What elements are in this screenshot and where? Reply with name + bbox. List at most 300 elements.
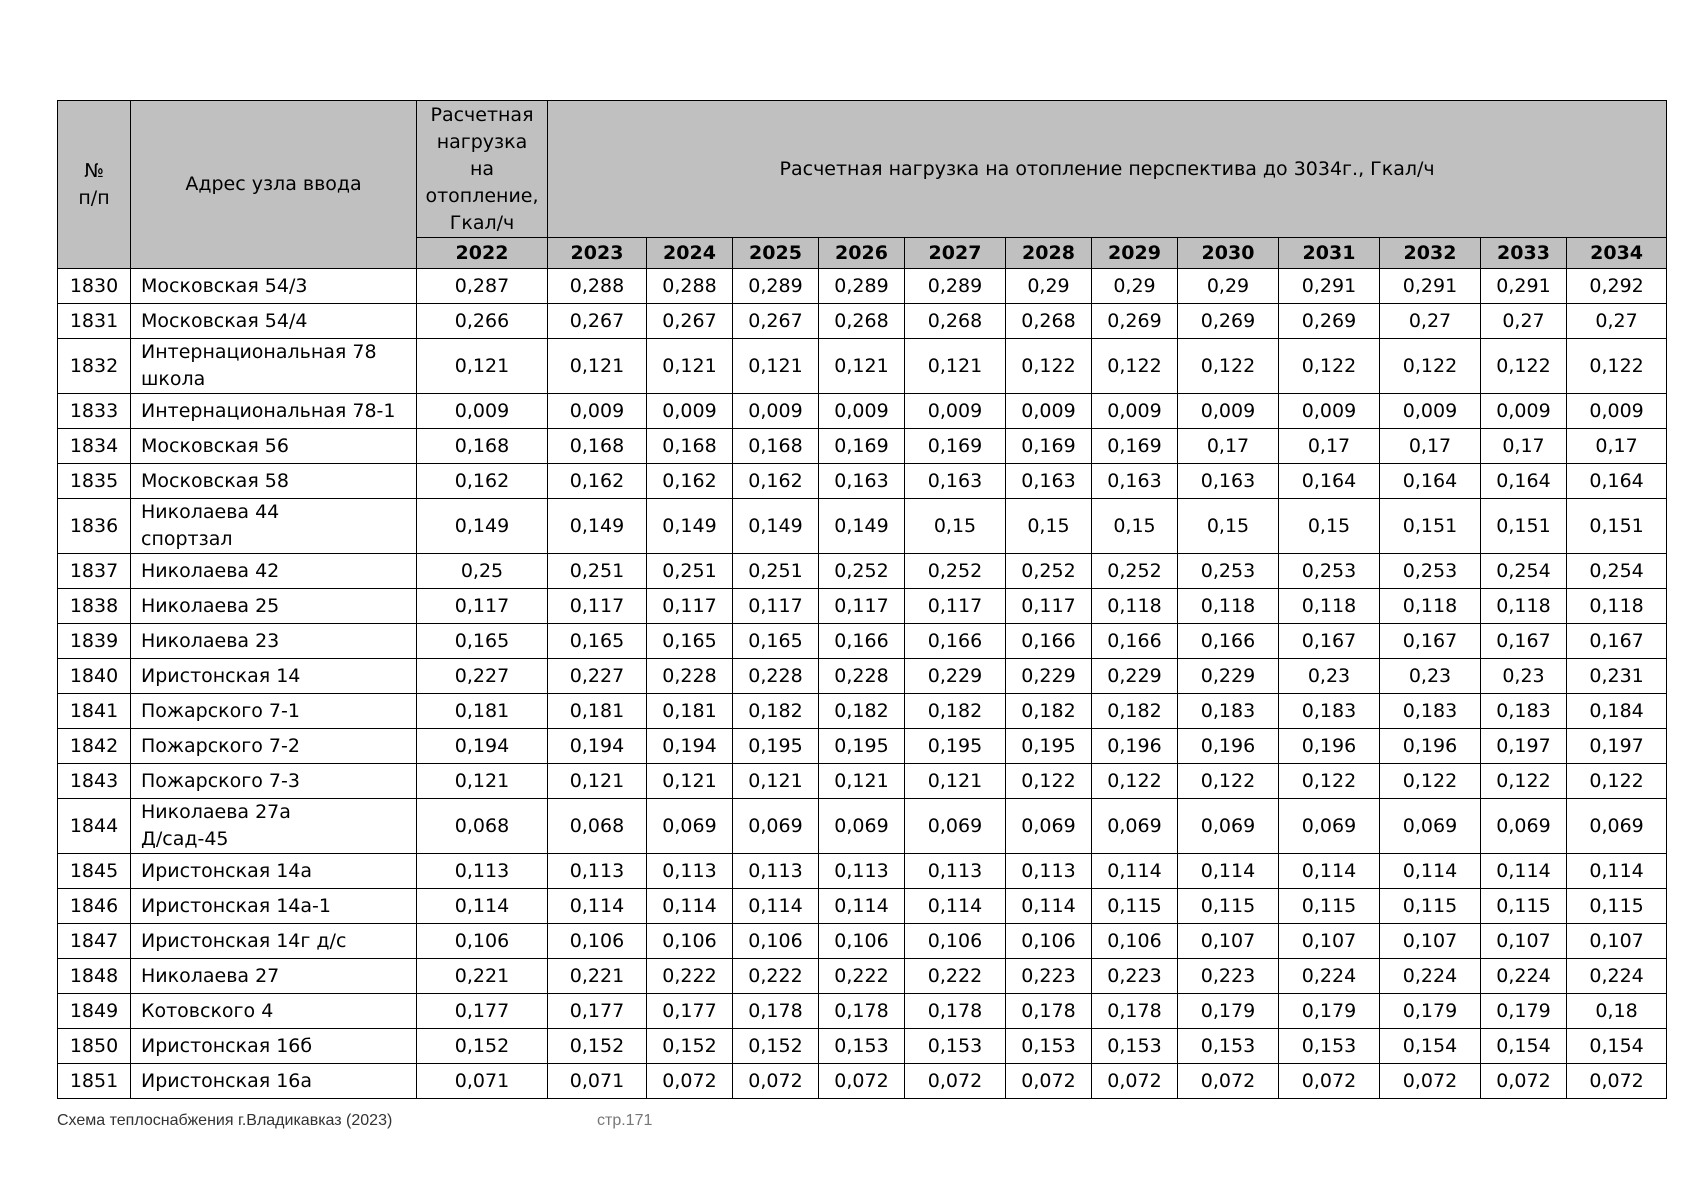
load-value-cell: 0,18 [1567, 994, 1667, 1029]
load-value-cell: 0,106 [417, 924, 548, 959]
row-number: 1830 [58, 269, 131, 304]
load-value-cell: 0,069 [1380, 799, 1481, 854]
load-value-cell: 0,114 [1567, 854, 1667, 889]
load-value-cell: 0,164 [1279, 464, 1380, 499]
load-value-cell: 0,113 [548, 854, 647, 889]
load-value-cell: 0,194 [548, 729, 647, 764]
load-value-cell: 0,197 [1481, 729, 1567, 764]
load-value-cell: 0,117 [905, 589, 1006, 624]
load-value-cell: 0,122 [1279, 339, 1380, 394]
year-header: 2024 [647, 238, 733, 269]
load-value-cell: 0,163 [1178, 464, 1279, 499]
load-value-cell: 0,114 [733, 889, 819, 924]
load-value-cell: 0,153 [1092, 1029, 1178, 1064]
load-value-cell: 0,114 [819, 889, 905, 924]
load-value-cell: 0,253 [1178, 554, 1279, 589]
load-value-cell: 0,195 [819, 729, 905, 764]
load-value-cell: 0,151 [1481, 499, 1567, 554]
load-value-cell: 0,196 [1279, 729, 1380, 764]
load-value-cell: 0,115 [1481, 889, 1567, 924]
load-value-cell: 0,165 [647, 624, 733, 659]
load-value-cell: 0,164 [1567, 464, 1667, 499]
table-row [58, 994, 1667, 1029]
load-value-cell: 0,183 [1279, 694, 1380, 729]
load-value-cell: 0,069 [647, 799, 733, 854]
load-value-cell: 0,17 [1481, 429, 1567, 464]
load-value-cell: 0,121 [417, 764, 548, 799]
row-address: Котовского 4 [131, 994, 417, 1029]
load-value-cell: 0,153 [1006, 1029, 1092, 1064]
load-value-cell: 0,222 [819, 959, 905, 994]
load-value-cell: 0,114 [647, 889, 733, 924]
row-number: 1846 [58, 889, 131, 924]
load-value-cell: 0,251 [548, 554, 647, 589]
load-value-cell: 0,009 [417, 394, 548, 429]
row-address: Интернациональная 78-1 [131, 394, 417, 429]
load-value-cell: 0,121 [548, 339, 647, 394]
load-value-cell: 0,165 [733, 624, 819, 659]
row-number: 1832 [58, 339, 131, 394]
row-number: 1836 [58, 499, 131, 554]
load-value-cell: 0,072 [1567, 1064, 1667, 1099]
load-value-cell: 0,15 [1178, 499, 1279, 554]
load-value-cell: 0,228 [647, 659, 733, 694]
table-row [58, 269, 1667, 304]
table-body [58, 269, 1667, 1099]
row-address: Московская 54/4 [131, 304, 417, 339]
load-value-cell: 0,194 [417, 729, 548, 764]
year-header: 2025 [733, 238, 819, 269]
row-address: Николаева 23 [131, 624, 417, 659]
load-value-cell: 0,17 [1279, 429, 1380, 464]
load-value-cell: 0,114 [1006, 889, 1092, 924]
row-number: 1848 [58, 959, 131, 994]
load-value-cell: 0,168 [417, 429, 548, 464]
load-value-cell: 0,15 [1279, 499, 1380, 554]
load-value-cell: 0,152 [417, 1029, 548, 1064]
load-value-cell: 0,154 [1380, 1029, 1481, 1064]
load-value-cell: 0,153 [1178, 1029, 1279, 1064]
load-value-cell: 0,253 [1380, 554, 1481, 589]
load-value-cell: 0,178 [1092, 994, 1178, 1029]
year-header: 2027 [905, 238, 1006, 269]
row-address: Николаева 27 [131, 959, 417, 994]
table-row [58, 959, 1667, 994]
load-value-cell: 0,182 [819, 694, 905, 729]
load-value-cell: 0,224 [1481, 959, 1567, 994]
load-value-cell: 0,291 [1380, 269, 1481, 304]
load-value-cell: 0,121 [647, 339, 733, 394]
load-value-cell: 0,228 [733, 659, 819, 694]
load-value-cell: 0,162 [548, 464, 647, 499]
load-value-cell: 0,154 [1567, 1029, 1667, 1064]
row-address: Николаева 25 [131, 589, 417, 624]
load-value-cell: 0,289 [819, 269, 905, 304]
load-value-cell: 0,069 [1567, 799, 1667, 854]
load-value-cell: 0,118 [1092, 589, 1178, 624]
load-value-cell: 0,069 [1006, 799, 1092, 854]
load-value-cell: 0,122 [1481, 339, 1567, 394]
load-value-cell: 0,107 [1279, 924, 1380, 959]
load-value-cell: 0,169 [905, 429, 1006, 464]
row-address: Иристонская 14а-1 [131, 889, 417, 924]
load-value-cell: 0,27 [1481, 304, 1567, 339]
col-header-address-text: Адрес узла ввода [185, 173, 362, 195]
row-address: Московская 54/3 [131, 269, 417, 304]
load-value-cell: 0,17 [1178, 429, 1279, 464]
row-number: 1833 [58, 394, 131, 429]
load-value-cell: 0,269 [1092, 304, 1178, 339]
load-value-cell: 0,254 [1567, 554, 1667, 589]
table-row [58, 659, 1667, 694]
load-value-cell: 0,072 [905, 1064, 1006, 1099]
load-value-cell: 0,072 [1178, 1064, 1279, 1099]
load-value-cell: 0,179 [1178, 994, 1279, 1029]
row-number: 1834 [58, 429, 131, 464]
load-value-cell: 0,114 [1380, 854, 1481, 889]
load-value-cell: 0,179 [1279, 994, 1380, 1029]
load-value-cell: 0,195 [733, 729, 819, 764]
table-row [58, 924, 1667, 959]
load-value-cell: 0,068 [417, 799, 548, 854]
footer-page-number: стр.171 [597, 1112, 653, 1129]
row-number: 1850 [58, 1029, 131, 1064]
load-value-cell: 0,009 [548, 394, 647, 429]
load-value-cell: 0,072 [1092, 1064, 1178, 1099]
load-value-cell: 0,224 [1279, 959, 1380, 994]
load-value-cell: 0,114 [1092, 854, 1178, 889]
load-value-cell: 0,167 [1481, 624, 1567, 659]
year-header: 2022 [417, 238, 548, 269]
load-value-cell: 0,195 [905, 729, 1006, 764]
load-value-cell: 0,122 [1006, 764, 1092, 799]
row-number: 1840 [58, 659, 131, 694]
load-value-cell: 0,196 [1178, 729, 1279, 764]
load-value-cell: 0,113 [905, 854, 1006, 889]
load-value-cell: 0,122 [1092, 764, 1178, 799]
load-value-cell: 0,179 [1481, 994, 1567, 1029]
load-value-cell: 0,115 [1092, 889, 1178, 924]
load-value-cell: 0,122 [1006, 339, 1092, 394]
load-value-cell: 0,29 [1178, 269, 1279, 304]
year-header: 2028 [1006, 238, 1092, 269]
load-value-cell: 0,252 [905, 554, 1006, 589]
load-value-cell: 0,197 [1567, 729, 1667, 764]
load-value-cell: 0,27 [1567, 304, 1667, 339]
load-value-cell: 0,107 [1567, 924, 1667, 959]
col-header-forecast-text: Расчетная нагрузка на отопление перспектива до 3034г., Гкал/ч [779, 157, 1435, 180]
load-value-cell: 0,15 [1092, 499, 1178, 554]
load-value-cell: 0,269 [1279, 304, 1380, 339]
load-value-cell: 0,166 [1006, 624, 1092, 659]
load-value-cell: 0,224 [1380, 959, 1481, 994]
load-value-cell: 0,17 [1380, 429, 1481, 464]
load-value-cell: 0,118 [1380, 589, 1481, 624]
load-value-cell: 0,253 [1279, 554, 1380, 589]
load-value-cell: 0,251 [733, 554, 819, 589]
col-header-base-load-text: Расчетная нагрузка на отопление, Гкал/ч [425, 103, 539, 234]
load-value-cell: 0,151 [1380, 499, 1481, 554]
row-address: Иристонская 14а [131, 854, 417, 889]
load-value-cell: 0,196 [1380, 729, 1481, 764]
load-value-cell: 0,164 [1380, 464, 1481, 499]
load-value-cell: 0,178 [1006, 994, 1092, 1029]
load-value-cell: 0,229 [1006, 659, 1092, 694]
row-address: Пожарского 7-3 [131, 764, 417, 799]
load-value-cell: 0,071 [548, 1064, 647, 1099]
load-value-cell: 0,107 [1380, 924, 1481, 959]
load-value-cell: 0,122 [1380, 339, 1481, 394]
load-value-cell: 0,177 [417, 994, 548, 1029]
load-value-cell: 0,072 [1380, 1064, 1481, 1099]
table-row [58, 799, 1667, 854]
table-row [58, 1064, 1667, 1099]
load-value-cell: 0,179 [1380, 994, 1481, 1029]
load-value-cell: 0,106 [1092, 924, 1178, 959]
row-number: 1851 [58, 1064, 131, 1099]
load-value-cell: 0,288 [647, 269, 733, 304]
load-value-cell: 0,224 [1567, 959, 1667, 994]
load-value-cell: 0,223 [1178, 959, 1279, 994]
load-value-cell: 0,122 [1380, 764, 1481, 799]
row-address: Пожарского 7-1 [131, 694, 417, 729]
load-value-cell: 0,069 [819, 799, 905, 854]
table-row [58, 394, 1667, 429]
load-value-cell: 0,122 [1481, 764, 1567, 799]
row-number: 1849 [58, 994, 131, 1029]
load-value-cell: 0,178 [905, 994, 1006, 1029]
load-value-cell: 0,231 [1567, 659, 1667, 694]
load-value-cell: 0,23 [1279, 659, 1380, 694]
load-value-cell: 0,269 [1178, 304, 1279, 339]
load-value-cell: 0,221 [417, 959, 548, 994]
table-row [58, 729, 1667, 764]
load-value-cell: 0,009 [1380, 394, 1481, 429]
load-value-cell: 0,163 [1006, 464, 1092, 499]
load-value-cell: 0,009 [905, 394, 1006, 429]
load-value-cell: 0,117 [417, 589, 548, 624]
load-value-cell: 0,168 [647, 429, 733, 464]
row-address: Иристонская 14г д/с [131, 924, 417, 959]
load-value-cell: 0,221 [548, 959, 647, 994]
load-value-cell: 0,009 [1092, 394, 1178, 429]
load-value-cell: 0,118 [1481, 589, 1567, 624]
load-value-cell: 0,072 [819, 1064, 905, 1099]
row-address: Московская 58 [131, 464, 417, 499]
table-row [58, 304, 1667, 339]
table-row [58, 464, 1667, 499]
year-header: 2023 [548, 238, 647, 269]
load-value-cell: 0,268 [905, 304, 1006, 339]
row-address: Николаева 44 спортзал [131, 499, 417, 554]
load-value-cell: 0,229 [1178, 659, 1279, 694]
load-value-cell: 0,069 [1178, 799, 1279, 854]
load-value-cell: 0,252 [1006, 554, 1092, 589]
load-value-cell: 0,154 [1481, 1029, 1567, 1064]
load-value-cell: 0,182 [905, 694, 1006, 729]
load-value-cell: 0,166 [1092, 624, 1178, 659]
load-value-cell: 0,069 [905, 799, 1006, 854]
table-row [58, 854, 1667, 889]
load-value-cell: 0,163 [905, 464, 1006, 499]
load-value-cell: 0,181 [548, 694, 647, 729]
load-value-cell: 0,072 [733, 1064, 819, 1099]
load-value-cell: 0,184 [1567, 694, 1667, 729]
load-value-cell: 0,068 [548, 799, 647, 854]
load-value-cell: 0,167 [1380, 624, 1481, 659]
row-number: 1843 [58, 764, 131, 799]
year-header: 2031 [1279, 238, 1380, 269]
table-row [58, 1029, 1667, 1064]
row-address: Пожарского 7-2 [131, 729, 417, 764]
load-value-cell: 0,149 [548, 499, 647, 554]
load-value-cell: 0,072 [647, 1064, 733, 1099]
load-value-cell: 0,106 [905, 924, 1006, 959]
load-value-cell: 0,168 [733, 429, 819, 464]
load-value-cell: 0,177 [548, 994, 647, 1029]
load-value-cell: 0,121 [733, 339, 819, 394]
load-value-cell: 0,287 [417, 269, 548, 304]
load-value-cell: 0,113 [417, 854, 548, 889]
load-value-cell: 0,115 [1567, 889, 1667, 924]
load-value-cell: 0,267 [548, 304, 647, 339]
load-value-cell: 0,267 [647, 304, 733, 339]
row-number: 1845 [58, 854, 131, 889]
table-row [58, 694, 1667, 729]
load-value-cell: 0,162 [733, 464, 819, 499]
load-value-cell: 0,069 [1481, 799, 1567, 854]
load-value-cell: 0,181 [417, 694, 548, 729]
load-value-cell: 0,23 [1481, 659, 1567, 694]
load-value-cell: 0,162 [647, 464, 733, 499]
table-row [58, 589, 1667, 624]
load-value-cell: 0,152 [548, 1029, 647, 1064]
load-value-cell: 0,114 [1178, 854, 1279, 889]
load-value-cell: 0,163 [819, 464, 905, 499]
load-value-cell: 0,228 [819, 659, 905, 694]
load-value-cell: 0,117 [548, 589, 647, 624]
load-value-cell: 0,222 [647, 959, 733, 994]
load-value-cell: 0,122 [1178, 339, 1279, 394]
load-value-cell: 0,117 [819, 589, 905, 624]
load-value-cell: 0,009 [1006, 394, 1092, 429]
load-value-cell: 0,121 [905, 764, 1006, 799]
load-value-cell: 0,163 [1092, 464, 1178, 499]
load-value-cell: 0,121 [819, 339, 905, 394]
load-value-cell: 0,267 [733, 304, 819, 339]
load-value-cell: 0,121 [647, 764, 733, 799]
year-header: 2026 [819, 238, 905, 269]
load-value-cell: 0,149 [417, 499, 548, 554]
load-value-cell: 0,009 [819, 394, 905, 429]
load-value-cell: 0,165 [417, 624, 548, 659]
load-value-cell: 0,291 [1279, 269, 1380, 304]
year-header: 2033 [1481, 238, 1567, 269]
col-header-forecast [548, 101, 1667, 238]
load-value-cell: 0,122 [1567, 339, 1667, 394]
load-value-cell: 0,183 [1380, 694, 1481, 729]
load-value-cell: 0,121 [819, 764, 905, 799]
load-value-cell: 0,118 [1567, 589, 1667, 624]
load-value-cell: 0,107 [1178, 924, 1279, 959]
load-value-cell: 0,29 [1006, 269, 1092, 304]
row-address: Иристонская 16а [131, 1064, 417, 1099]
load-value-cell: 0,165 [548, 624, 647, 659]
load-value-cell: 0,153 [819, 1029, 905, 1064]
load-value-cell: 0,009 [733, 394, 819, 429]
load-value-cell: 0,229 [1092, 659, 1178, 694]
load-value-cell: 0,17 [1567, 429, 1667, 464]
load-value-cell: 0,149 [733, 499, 819, 554]
load-value-cell: 0,152 [647, 1029, 733, 1064]
load-value-cell: 0,114 [1481, 854, 1567, 889]
col-header-number-text: № п/п [78, 159, 110, 209]
load-value-cell: 0,166 [905, 624, 1006, 659]
row-number: 1839 [58, 624, 131, 659]
load-value-cell: 0,268 [819, 304, 905, 339]
load-value-cell: 0,227 [417, 659, 548, 694]
load-value-cell: 0,121 [733, 764, 819, 799]
row-number: 1841 [58, 694, 131, 729]
load-value-cell: 0,183 [1178, 694, 1279, 729]
load-value-cell: 0,194 [647, 729, 733, 764]
load-value-cell: 0,072 [1006, 1064, 1092, 1099]
load-value-cell: 0,122 [1178, 764, 1279, 799]
load-value-cell: 0,169 [1006, 429, 1092, 464]
load-value-cell: 0,113 [819, 854, 905, 889]
load-value-cell: 0,196 [1092, 729, 1178, 764]
load-value-cell: 0,122 [1092, 339, 1178, 394]
col-header-number [58, 101, 131, 269]
load-value-cell: 0,289 [733, 269, 819, 304]
load-value-cell: 0,115 [1178, 889, 1279, 924]
load-value-cell: 0,15 [905, 499, 1006, 554]
load-value-cell: 0,071 [417, 1064, 548, 1099]
load-value-cell: 0,23 [1380, 659, 1481, 694]
load-value-cell: 0,072 [1481, 1064, 1567, 1099]
row-address: Николаева 42 [131, 554, 417, 589]
load-value-cell: 0,166 [819, 624, 905, 659]
load-value-cell: 0,106 [1006, 924, 1092, 959]
table-row [58, 764, 1667, 799]
row-number: 1831 [58, 304, 131, 339]
load-value-cell: 0,254 [1481, 554, 1567, 589]
load-value-cell: 0,266 [417, 304, 548, 339]
table-row [58, 889, 1667, 924]
load-value-cell: 0,118 [1279, 589, 1380, 624]
load-value-cell: 0,223 [1092, 959, 1178, 994]
load-value-cell: 0,292 [1567, 269, 1667, 304]
load-value-cell: 0,121 [417, 339, 548, 394]
load-value-cell: 0,069 [733, 799, 819, 854]
load-value-cell: 0,117 [647, 589, 733, 624]
col-header-address [131, 101, 417, 269]
load-value-cell: 0,182 [1006, 694, 1092, 729]
load-value-cell: 0,268 [1006, 304, 1092, 339]
load-value-cell: 0,152 [733, 1029, 819, 1064]
load-value-cell: 0,114 [548, 889, 647, 924]
load-value-cell: 0,177 [647, 994, 733, 1029]
load-value-cell: 0,009 [1178, 394, 1279, 429]
row-address: Иристонская 16б [131, 1029, 417, 1064]
load-value-cell: 0,009 [1567, 394, 1667, 429]
load-value-cell: 0,251 [647, 554, 733, 589]
row-number: 1837 [58, 554, 131, 589]
load-value-cell: 0,222 [905, 959, 1006, 994]
row-number: 1842 [58, 729, 131, 764]
load-value-cell: 0,118 [1178, 589, 1279, 624]
load-value-cell: 0,113 [733, 854, 819, 889]
